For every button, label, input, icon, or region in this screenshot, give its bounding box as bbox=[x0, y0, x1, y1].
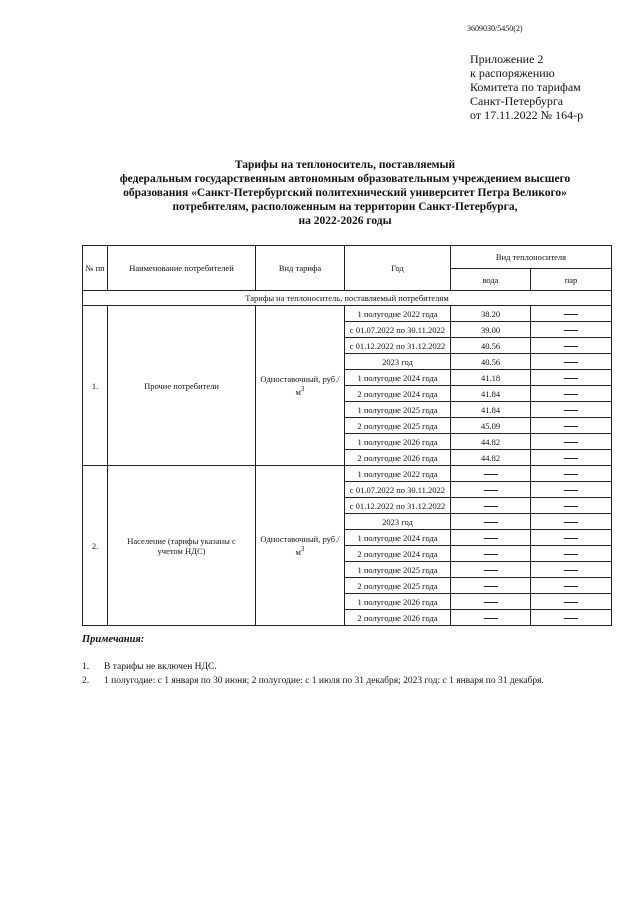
dash-mark bbox=[564, 618, 578, 619]
period-cell: 1 полугодие 2022 года bbox=[345, 466, 451, 482]
water-value bbox=[451, 594, 531, 610]
dash-mark bbox=[564, 330, 578, 331]
title-line: потребителям, расположенным на территории Санкт-Петербурга, bbox=[172, 201, 518, 213]
steam-value bbox=[531, 386, 612, 402]
water-value: 41.84 bbox=[451, 402, 531, 418]
steam-value bbox=[531, 546, 612, 562]
steam-value bbox=[531, 610, 612, 626]
section-title: Тарифы на теплоноситель, поставляемый потребителям bbox=[83, 291, 612, 306]
period-cell: с 01.07.2022 по 30.11.2022 bbox=[345, 322, 451, 338]
unit-superscript: 3 bbox=[300, 545, 305, 554]
steam-value bbox=[531, 482, 612, 498]
period-cell: 2 полугодие 2024 года bbox=[345, 386, 451, 402]
period-cell: 2023 год bbox=[345, 514, 451, 530]
dash-mark bbox=[564, 458, 578, 459]
period-cell: 1 полугодие 2026 года bbox=[345, 594, 451, 610]
dash-mark bbox=[484, 490, 498, 491]
dash-mark bbox=[564, 474, 578, 475]
period-cell: 1 полугодие 2024 года bbox=[345, 370, 451, 386]
period-cell: 2 полугодие 2025 года bbox=[345, 578, 451, 594]
period-cell: 2 полугодие 2026 года bbox=[345, 450, 451, 466]
tariff-type: Одноставочный, руб./м bbox=[260, 534, 340, 557]
water-value bbox=[451, 466, 531, 482]
dash-mark bbox=[484, 586, 498, 587]
period-cell: 1 полугодие 2025 года bbox=[345, 562, 451, 578]
steam-value bbox=[531, 402, 612, 418]
water-value bbox=[451, 514, 531, 530]
appendix-line: от 17.11.2022 № 164-р bbox=[470, 108, 584, 122]
period-cell: с 01.12.2022 по 31.12.2022 bbox=[345, 338, 451, 354]
notes-title: Примечания: bbox=[82, 634, 145, 645]
period-cell: с 01.12.2022 по 31.12.2022 bbox=[345, 498, 451, 514]
consumer-name: Прочие потребители bbox=[108, 306, 256, 466]
dash-mark bbox=[564, 346, 578, 347]
note-item bbox=[82, 660, 544, 674]
header-tariff-type: Вид тарифа bbox=[256, 246, 345, 291]
period-cell: 1 полугодие 2026 года bbox=[345, 434, 451, 450]
steam-value bbox=[531, 338, 612, 354]
steam-value bbox=[531, 306, 612, 322]
steam-value bbox=[531, 578, 612, 594]
water-value bbox=[451, 530, 531, 546]
water-value: 40.56 bbox=[451, 354, 531, 370]
period-cell: 2 полугодие 2026 года bbox=[345, 610, 451, 626]
period-cell: 2 полугодие 2025 года bbox=[345, 418, 451, 434]
steam-value bbox=[531, 434, 612, 450]
note-number: 1. bbox=[82, 662, 90, 672]
dash-mark bbox=[484, 554, 498, 555]
appendix-line: Санкт-Петербурга bbox=[470, 94, 564, 108]
steam-value bbox=[531, 450, 612, 466]
dash-mark bbox=[564, 570, 578, 571]
water-value: 38.20 bbox=[451, 306, 531, 322]
dash-mark bbox=[564, 378, 578, 379]
notes-list bbox=[82, 660, 544, 688]
water-value: 44.82 bbox=[451, 434, 531, 450]
tariffs-table bbox=[82, 245, 612, 626]
dash-mark bbox=[484, 570, 498, 571]
water-value: 41.18 bbox=[451, 370, 531, 386]
row-number: 2. bbox=[83, 466, 108, 626]
appendix-line: Приложение 2 bbox=[470, 52, 544, 66]
steam-value bbox=[531, 466, 612, 482]
table-row bbox=[83, 466, 612, 482]
period-cell: 2023 год bbox=[345, 354, 451, 370]
consumer-name: Население (тарифы указаны с учетом НДС) bbox=[108, 466, 256, 626]
period-cell: 1 полугодие 2022 года bbox=[345, 306, 451, 322]
document-title bbox=[80, 158, 610, 228]
appendix-line: Комитета по тарифам bbox=[470, 80, 581, 94]
header-consumer: Наименование потребителей bbox=[108, 246, 256, 291]
dash-mark bbox=[484, 522, 498, 523]
row-number: 1. bbox=[83, 306, 108, 466]
unit-superscript: 3 bbox=[300, 385, 305, 394]
title-line: образования «Санкт-Петербургский политехнический университет Петра Великого» bbox=[123, 187, 567, 199]
steam-value bbox=[531, 418, 612, 434]
note-item bbox=[82, 674, 544, 688]
dash-mark bbox=[564, 538, 578, 539]
note-text: В тарифы не включен НДС. bbox=[104, 662, 217, 672]
tariff-type: Одноставочный, руб./м bbox=[260, 374, 340, 397]
header-carrier: Вид теплоносителя bbox=[451, 246, 612, 269]
dash-mark bbox=[564, 602, 578, 603]
water-value: 39.00 bbox=[451, 322, 531, 338]
dash-mark bbox=[564, 506, 578, 507]
dash-mark bbox=[564, 522, 578, 523]
header-num: № пп bbox=[83, 246, 108, 291]
steam-value bbox=[531, 594, 612, 610]
note-text: 1 полугодие: с 1 января по 30 июня; 2 полугодие: с 1 июля по 31 декабря; 2023 год: с 1 января по 31 декабря. bbox=[104, 676, 544, 686]
dash-mark bbox=[564, 394, 578, 395]
dash-mark bbox=[484, 506, 498, 507]
steam-value bbox=[531, 562, 612, 578]
dash-mark bbox=[484, 538, 498, 539]
steam-value bbox=[531, 530, 612, 546]
dash-mark bbox=[564, 362, 578, 363]
title-line: Тарифы на теплоноситель, поставляемый bbox=[234, 159, 456, 171]
period-cell: 2 полугодие 2024 года bbox=[345, 546, 451, 562]
dash-mark bbox=[564, 554, 578, 555]
dash-mark bbox=[564, 410, 578, 411]
header-water: вода bbox=[451, 269, 531, 291]
water-value bbox=[451, 610, 531, 626]
dash-mark bbox=[484, 602, 498, 603]
water-value bbox=[451, 578, 531, 594]
dash-mark bbox=[564, 314, 578, 315]
table-row bbox=[83, 306, 612, 322]
appendix-line: к распоряжению bbox=[470, 66, 555, 80]
note-number: 2. bbox=[82, 676, 90, 686]
dash-mark bbox=[484, 474, 498, 475]
period-cell: с 01.07.2022 по 30.11.2022 bbox=[345, 482, 451, 498]
header-steam: пар bbox=[531, 269, 612, 291]
appendix-block bbox=[470, 52, 583, 122]
document-number: 3609030/5450(2) bbox=[467, 24, 523, 33]
steam-value bbox=[531, 498, 612, 514]
tariff-type-cell bbox=[256, 306, 345, 466]
dash-mark bbox=[564, 586, 578, 587]
dash-mark bbox=[484, 618, 498, 619]
water-value: 44.82 bbox=[451, 450, 531, 466]
steam-value bbox=[531, 322, 612, 338]
dash-mark bbox=[564, 442, 578, 443]
header-year: Год bbox=[345, 246, 451, 291]
steam-value bbox=[531, 354, 612, 370]
title-line: федеральным государственным автономным образовательным учреждением высшего bbox=[119, 173, 571, 185]
water-value bbox=[451, 562, 531, 578]
water-value: 45.09 bbox=[451, 418, 531, 434]
dash-mark bbox=[564, 426, 578, 427]
period-cell: 1 полугодие 2024 года bbox=[345, 530, 451, 546]
title-line: на 2022-2026 годы bbox=[298, 215, 392, 227]
water-value bbox=[451, 546, 531, 562]
water-value bbox=[451, 498, 531, 514]
period-cell: 1 полугодие 2025 года bbox=[345, 402, 451, 418]
water-value: 40.56 bbox=[451, 338, 531, 354]
water-value bbox=[451, 482, 531, 498]
tariff-type-cell bbox=[256, 466, 345, 626]
steam-value bbox=[531, 370, 612, 386]
dash-mark bbox=[564, 490, 578, 491]
water-value: 41.84 bbox=[451, 386, 531, 402]
steam-value bbox=[531, 514, 612, 530]
